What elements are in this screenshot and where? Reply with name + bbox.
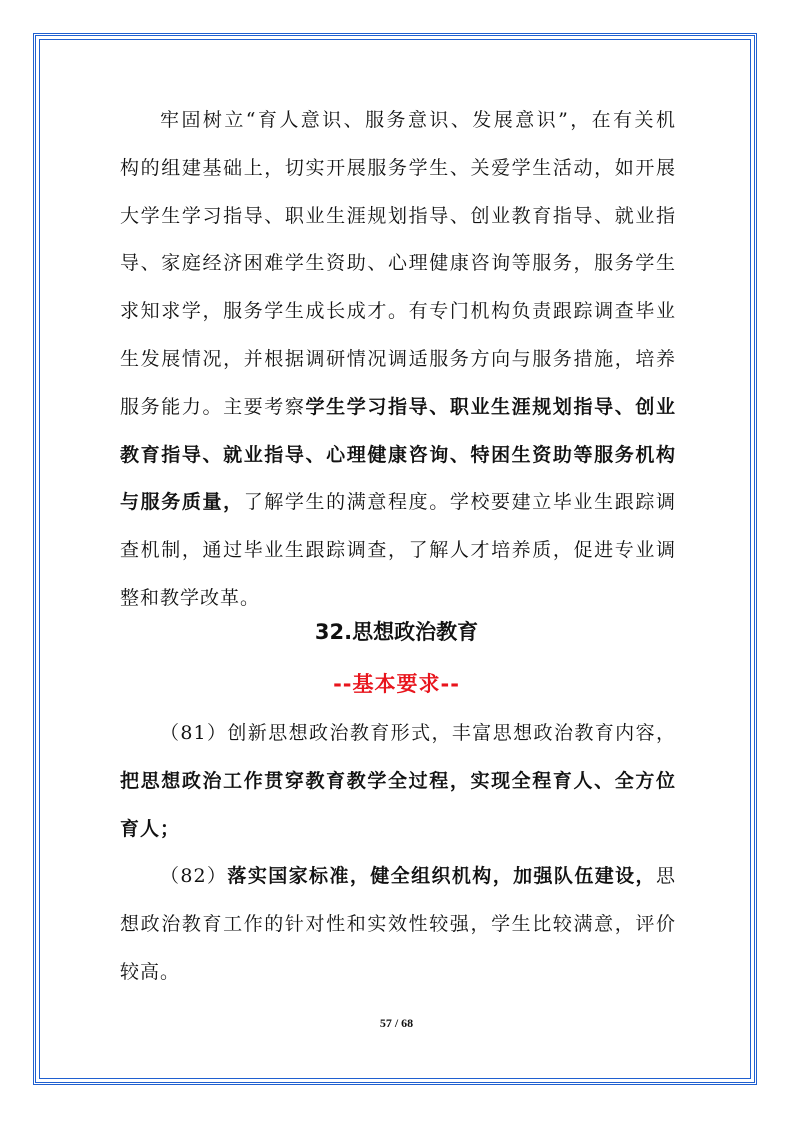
bold-text: 学生学习指导、职业生涯规划指导、创业 [305, 395, 676, 418]
text-line: 求知求学，服务学生成长成才。有专门机构负责跟踪调查毕业 [120, 300, 676, 323]
text-line: 导、家庭经济困难学生资助、心理健康咨询等服务，服务学生 [120, 252, 676, 275]
text-line: 较高。 [120, 960, 181, 983]
text-line [120, 384, 676, 432]
text-line: 大学生学习指导、职业生涯规划指导、创业教育指导、就业指 [120, 204, 676, 227]
bold-text-line: 育人； [120, 817, 181, 840]
text-line [120, 853, 676, 901]
requirements-paragraphs [120, 710, 676, 997]
text-line: 想政治教育工作的针对性和实效性较强，学生比较满意，评价 [120, 913, 676, 936]
text-line: （81）创新思想政治教育形式，丰富思想政治教育内容， [160, 722, 676, 744]
bold-text: 落实国家标准，健全组织机构，加强队伍建设， [227, 865, 656, 888]
bold-text-line: 教育指导、就业指导、心理健康咨询、特困生资助等服务机构 [120, 443, 676, 466]
service-paragraph [120, 97, 676, 623]
section-title: 32.思想政治教育 [314, 620, 479, 644]
text-line: 牢固树立“育人意识、服务意识、发展意识”，在有关机 [160, 109, 676, 131]
text-run: 服务能力。主要考察 [120, 395, 306, 418]
text-run: 思 [655, 865, 676, 888]
text-line [120, 479, 676, 527]
section-subtitle: --基本要求-- [333, 672, 460, 696]
bold-text: 与服务质量， [120, 491, 244, 514]
text-line: 生发展情况，并根据调研情况调适服务方向与服务措施，培养 [120, 347, 676, 370]
text-line: 整和教学改革。 [120, 586, 261, 609]
text-line: 查机制，通过毕业生跟踪调查，了解人才培养质，促进专业调 [120, 539, 676, 562]
text-line: 构的组建基础上，切实开展服务学生、关爱学生活动，如开展 [120, 156, 676, 179]
bold-text-line: 把思想政治工作贯穿教育教学全过程，实现全程育人、全方位 [120, 769, 676, 792]
text-run: 了解学生的满意程度。学校要建立毕业生跟踪调 [243, 491, 676, 514]
page-number: 57 / 68 [379, 1016, 414, 1030]
text-run: （82） [160, 865, 228, 888]
